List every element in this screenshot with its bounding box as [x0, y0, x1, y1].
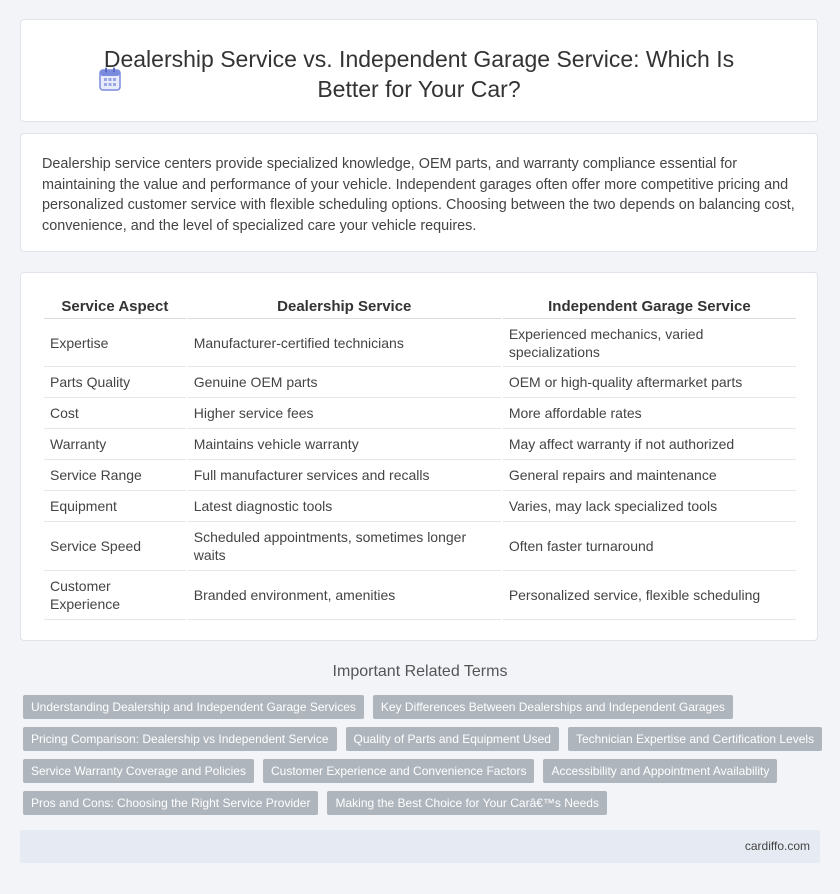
- page-title: Dealership Service vs. Independent Garage Service: Which Is Better for Your Car?: [103, 46, 735, 102]
- table-cell: Warranty: [44, 429, 186, 460]
- intro-text: Dealership service centers provide specialized knowledge, OEM parts, and warranty compliance essential for maintaining the value and performance of your vehicle. Independent garages often offer more competitive pricing and personalized customer service with flexible scheduling options. Choosing between the two depends on balancing cost, convenience, and the level of specialized care your vehicle requires.: [42, 156, 795, 234]
- table-row: [44, 319, 796, 367]
- related-term-tag[interactable]: Technician Expertise and Certification Levels: [568, 727, 822, 751]
- table-cell: Scheduled appointments, sometimes longer waits: [188, 522, 501, 571]
- table-cell: Cost: [44, 398, 186, 429]
- table-header-row: [44, 294, 796, 319]
- related-term-tag[interactable]: Service Warranty Coverage and Policies: [23, 759, 254, 783]
- related-term-tag[interactable]: Pros and Cons: Choosing the Right Service Provider: [23, 791, 318, 815]
- header-card: [20, 19, 818, 122]
- related-term-tag[interactable]: Understanding Dealership and Independent Garage Services: [23, 695, 364, 719]
- column-header: Service Aspect: [44, 294, 186, 319]
- table-cell: Higher service fees: [188, 398, 501, 429]
- table-cell: Genuine OEM parts: [188, 367, 501, 398]
- table-row: [44, 491, 796, 522]
- table-row: [44, 522, 796, 571]
- table-cell: More affordable rates: [503, 398, 796, 429]
- table-row: [44, 398, 796, 429]
- table-cell: Often faster turnaround: [503, 522, 796, 571]
- table-cell: Varies, may lack specialized tools: [503, 491, 796, 522]
- related-term-tag[interactable]: Customer Experience and Convenience Factors: [263, 759, 534, 783]
- footer: [20, 830, 820, 863]
- table-cell: Manufacturer-certified technicians: [188, 319, 501, 367]
- intro-card: [20, 133, 818, 252]
- table-cell: OEM or high-quality aftermarket parts: [503, 367, 796, 398]
- table-cell: Branded environment, amenities: [188, 571, 501, 620]
- table-row: [44, 429, 796, 460]
- table-cell: Latest diagnostic tools: [188, 491, 501, 522]
- table-cell: Expertise: [44, 319, 186, 367]
- table-cell: General repairs and maintenance: [503, 460, 796, 491]
- table-cell: Maintains vehicle warranty: [188, 429, 501, 460]
- column-header: Independent Garage Service: [503, 294, 796, 319]
- related-term-tag[interactable]: Key Differences Between Dealerships and Independent Garages: [373, 695, 733, 719]
- table-cell: May affect warranty if not authorized: [503, 429, 796, 460]
- table-cell: Personalized service, flexible scheduling: [503, 571, 796, 620]
- footer-site-link[interactable]: cardiffo.com: [744, 839, 810, 853]
- comparison-table-card: [20, 272, 818, 641]
- related-terms-list: [23, 695, 823, 823]
- table-cell: Equipment: [44, 491, 186, 522]
- table-cell: Customer Experience: [44, 571, 186, 620]
- table-cell: Service Speed: [44, 522, 186, 571]
- related-term-tag[interactable]: Making the Best Choice for Your Carâ€™s Needs: [327, 791, 606, 815]
- table-row: [44, 460, 796, 491]
- table-row: [44, 367, 796, 398]
- table-cell: Parts Quality: [44, 367, 186, 398]
- related-term-tag[interactable]: Pricing Comparison: Dealership vs Independent Service: [23, 727, 337, 751]
- table-cell: Service Range: [44, 460, 186, 491]
- table-cell: Experienced mechanics, varied specializations: [503, 319, 796, 367]
- table-row: [44, 571, 796, 620]
- related-term-tag[interactable]: Accessibility and Appointment Availability: [543, 759, 777, 783]
- column-header: Dealership Service: [188, 294, 501, 319]
- table-cell: Full manufacturer services and recalls: [188, 460, 501, 491]
- related-term-tag[interactable]: Quality of Parts and Equipment Used: [346, 727, 559, 751]
- related-terms-heading: Important Related Terms: [332, 663, 508, 680]
- comparison-table: [42, 294, 798, 620]
